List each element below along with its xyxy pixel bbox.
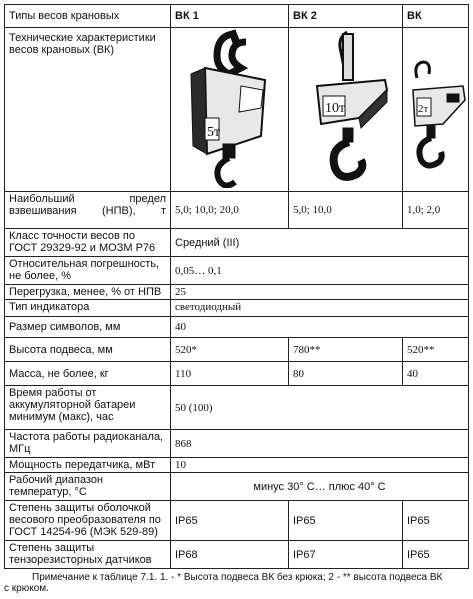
header-vk1: ВК 1 <box>171 5 289 28</box>
crane-scale-vk2-image <box>289 28 403 188</box>
cell-vk2: IP65 <box>289 501 403 541</box>
cell-vk2: 780** <box>289 338 403 362</box>
cell-vk2: 80 <box>289 362 403 386</box>
cell-span: 10 <box>171 458 469 473</box>
cell-vk1: IP68 <box>171 541 289 569</box>
table-row <box>5 285 469 300</box>
row-label: Класс точности весов по ГОСТ 29329-92 и МОЗМ Р76 <box>5 229 171 257</box>
row-label: Степень защиты оболочкой весового преобразователя по ГОСТ 14254-96 (МЭК 529-89) <box>5 501 171 541</box>
row-label: Степень защиты тензорезисторных датчиков <box>5 541 171 569</box>
header-vk3: ВК <box>403 5 469 28</box>
cell-vk1: IP65 <box>171 501 289 541</box>
crane-scale-vk1-image <box>171 28 289 188</box>
photo-row <box>5 28 469 192</box>
cell-vk1: 110 <box>171 362 289 386</box>
table-row <box>5 338 469 362</box>
table-row <box>5 317 469 338</box>
cell-vk3: 520** <box>403 338 469 362</box>
row-label: Масса, не более, кг <box>5 362 171 386</box>
svg-text:10т: 10т <box>325 101 346 116</box>
cell-span: минус 30° С… плюс 40° С <box>171 473 469 501</box>
table-row <box>5 430 469 458</box>
table-row <box>5 300 469 317</box>
row-label: Перегрузка, менее, % от НПВ <box>5 285 171 300</box>
cell-span: 40 <box>171 317 469 338</box>
table-row <box>5 473 469 501</box>
cell-vk1: 520* <box>171 338 289 362</box>
svg-text:5т: 5т <box>207 125 221 140</box>
row-label: Высота подвеса, мм <box>5 338 171 362</box>
cell-span: 50 (100) <box>171 386 469 430</box>
row-label: Тип индикатора <box>5 300 171 317</box>
row-label: Наибольший предел взвешивания (НПВ), т <box>5 192 171 229</box>
row-label: Относительная погрешность, не более, % <box>5 257 171 285</box>
table-row <box>5 501 469 541</box>
cell-span: светодиодный <box>171 300 469 317</box>
row-label: Мощность передатчика, мВт <box>5 458 171 473</box>
table-row <box>5 192 469 229</box>
photo-row-label: Технические характеристики весов крановых (ВК) <box>5 28 171 192</box>
table-row <box>5 362 469 386</box>
cell-span: Средний (III) <box>171 229 469 257</box>
cell-vk3: 1,0; 2,0 <box>403 192 469 229</box>
svg-text:2т: 2т <box>418 103 429 115</box>
table-row <box>5 541 469 569</box>
table-footnote <box>4 572 468 594</box>
cell-span: 0,05… 0,1 <box>171 257 469 285</box>
row-label: Рабочий диапазон температур, °С <box>5 473 171 501</box>
footnote-line-2: с крюком. <box>4 583 49 594</box>
cell-vk1: 5,0; 10,0; 20,0 <box>171 192 289 229</box>
cell-vk2: 5,0; 10,0 <box>289 192 403 229</box>
vk1-photo <box>171 28 289 192</box>
cell-vk3: IP65 <box>403 541 469 569</box>
specs-table <box>4 4 469 569</box>
cell-vk3: 40 <box>403 362 469 386</box>
table-row <box>5 386 469 430</box>
table-row <box>5 458 469 473</box>
cell-span: 868 <box>171 430 469 458</box>
vk2-photo <box>289 28 403 192</box>
vk3-photo <box>403 28 469 192</box>
table-row <box>5 229 469 257</box>
footnote-line-1: Примечание к таблице 7.1. 1. - * Высота подвеса ВК без крюка; 2 - ** высота подвеса ВК <box>32 572 443 583</box>
row-label: Размер символов, мм <box>5 317 171 338</box>
table-row <box>5 257 469 285</box>
cell-vk2: IP67 <box>289 541 403 569</box>
crane-scale-vk3-image <box>403 28 469 188</box>
cell-vk3: IP65 <box>403 501 469 541</box>
row-label: Время работы от аккумуляторной батареи минимум (макс), час <box>5 386 171 430</box>
cell-span: 25 <box>171 285 469 300</box>
header-vk2: ВК 2 <box>289 5 403 28</box>
header-row <box>5 5 469 28</box>
row-label: Частота работы радиоканала, МГц <box>5 430 171 458</box>
header-types: Типы весов крановых <box>5 5 171 28</box>
